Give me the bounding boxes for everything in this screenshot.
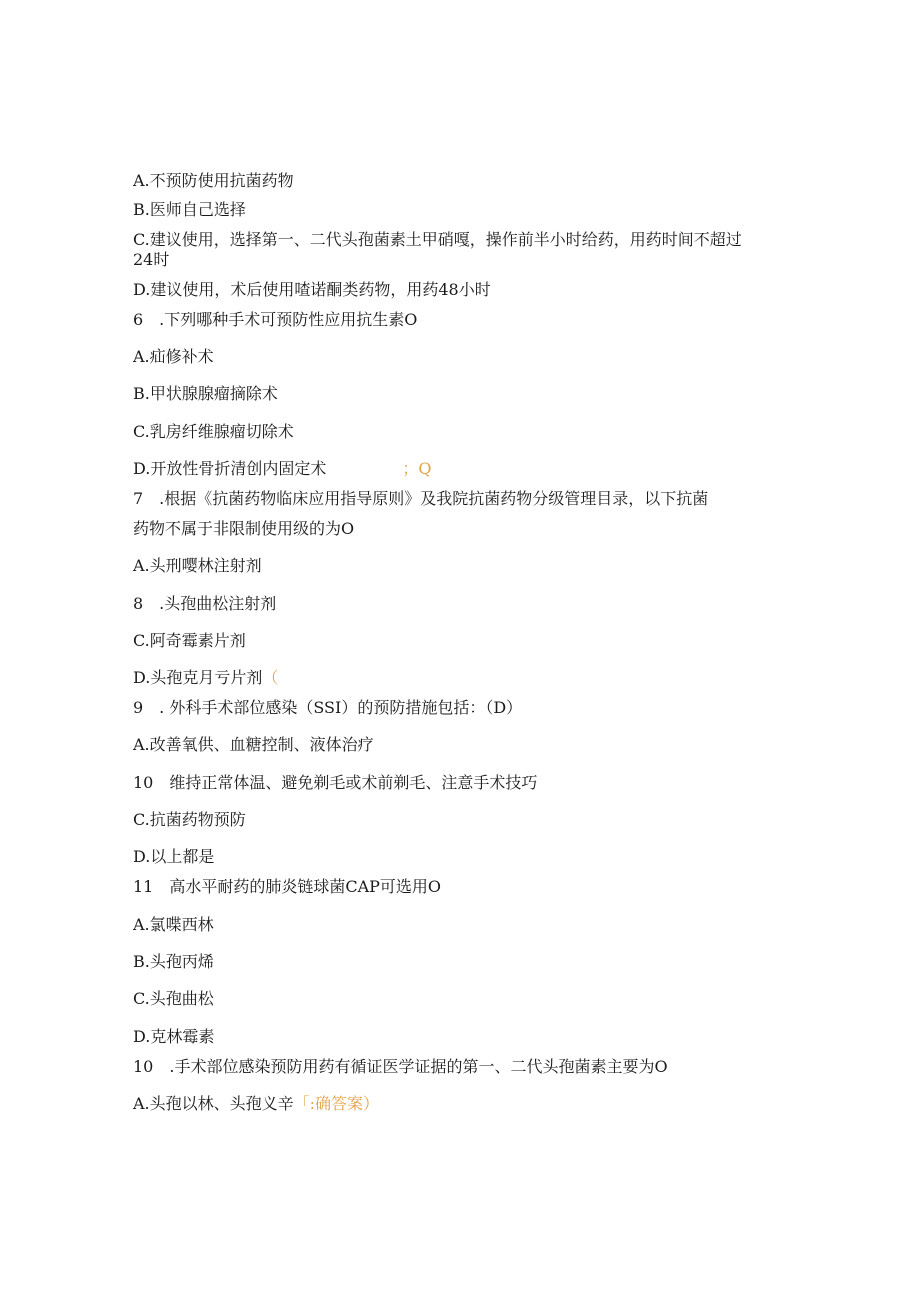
answer-annotation: 「:确答案）: [293, 1094, 380, 1113]
question-text: 11 高水平耐药的肺炎链球菌CAP可选用O: [133, 877, 442, 896]
option-text: B.甲状腺腺瘤摘除术: [133, 384, 278, 403]
option-text: A.氯喋西林: [133, 915, 214, 934]
option-text: B.头孢丙烯: [133, 952, 214, 971]
option-text: D.以上都是: [133, 847, 215, 866]
question-text: 6 .下列哪种手术可预防性应用抗生素O: [133, 310, 418, 329]
option-text-with-mark: [133, 459, 431, 479]
option-text: C.建议使用，选择第一、二代头孢菌素土甲硝嘎，操作前半小时给药，用药时间不超过: [133, 230, 742, 249]
question-text-continued: 药物不属于非限制使用级的为O: [133, 519, 355, 538]
option-text: A.不预防使用抗菌药物: [133, 171, 294, 190]
option-text: A.头刑嘤林注射剂: [133, 556, 262, 575]
option-text-with-mark: [133, 1094, 379, 1114]
option-text-with-mark: [133, 668, 278, 688]
option-text: 10 维持正常体温、避免剃毛或术前剃毛、注意手术技巧: [133, 773, 538, 792]
option-text: A.头孢以林、头孢义辛: [133, 1094, 294, 1113]
answer-annotation: （: [262, 668, 279, 687]
option-text: D.建议使用，术后使用喳诺酮类药物，用药48小时: [133, 280, 491, 299]
answer-annotation: ；Q: [402, 459, 432, 478]
question-text: 10 .手术部位感染预防用药有循证医学证据的第一、二代头孢菌素主要为O: [133, 1057, 668, 1076]
option-text: 8 .头孢曲松注射剂: [133, 594, 277, 613]
option-text: D.头孢克月亏片剂: [133, 668, 263, 687]
question-text: 7 .根据《抗菌药物临床应用指导原则》及我院抗菌药物分级管理目录，以下抗菌: [133, 489, 709, 508]
question-text: 9 . 外科手术部位感染（SSI）的预防措施包括：（D）: [133, 698, 523, 717]
option-text: A.疝修补术: [133, 347, 214, 366]
option-text: C.头孢曲松: [133, 989, 214, 1008]
option-text: C.乳房纤维腺瘤切除术: [133, 422, 294, 441]
option-text: C.阿奇霉素片剂: [133, 631, 246, 650]
option-text: D.开放性骨折清创内固定术: [133, 459, 327, 478]
option-text-continued: 24时: [133, 250, 170, 269]
option-text: D.克林霉素: [133, 1027, 215, 1046]
option-text: A.改善氧供、血糖控制、液体治疗: [133, 735, 374, 754]
option-text: C.抗菌药物预防: [133, 810, 246, 829]
option-text: B.医师自己选择: [133, 200, 246, 219]
